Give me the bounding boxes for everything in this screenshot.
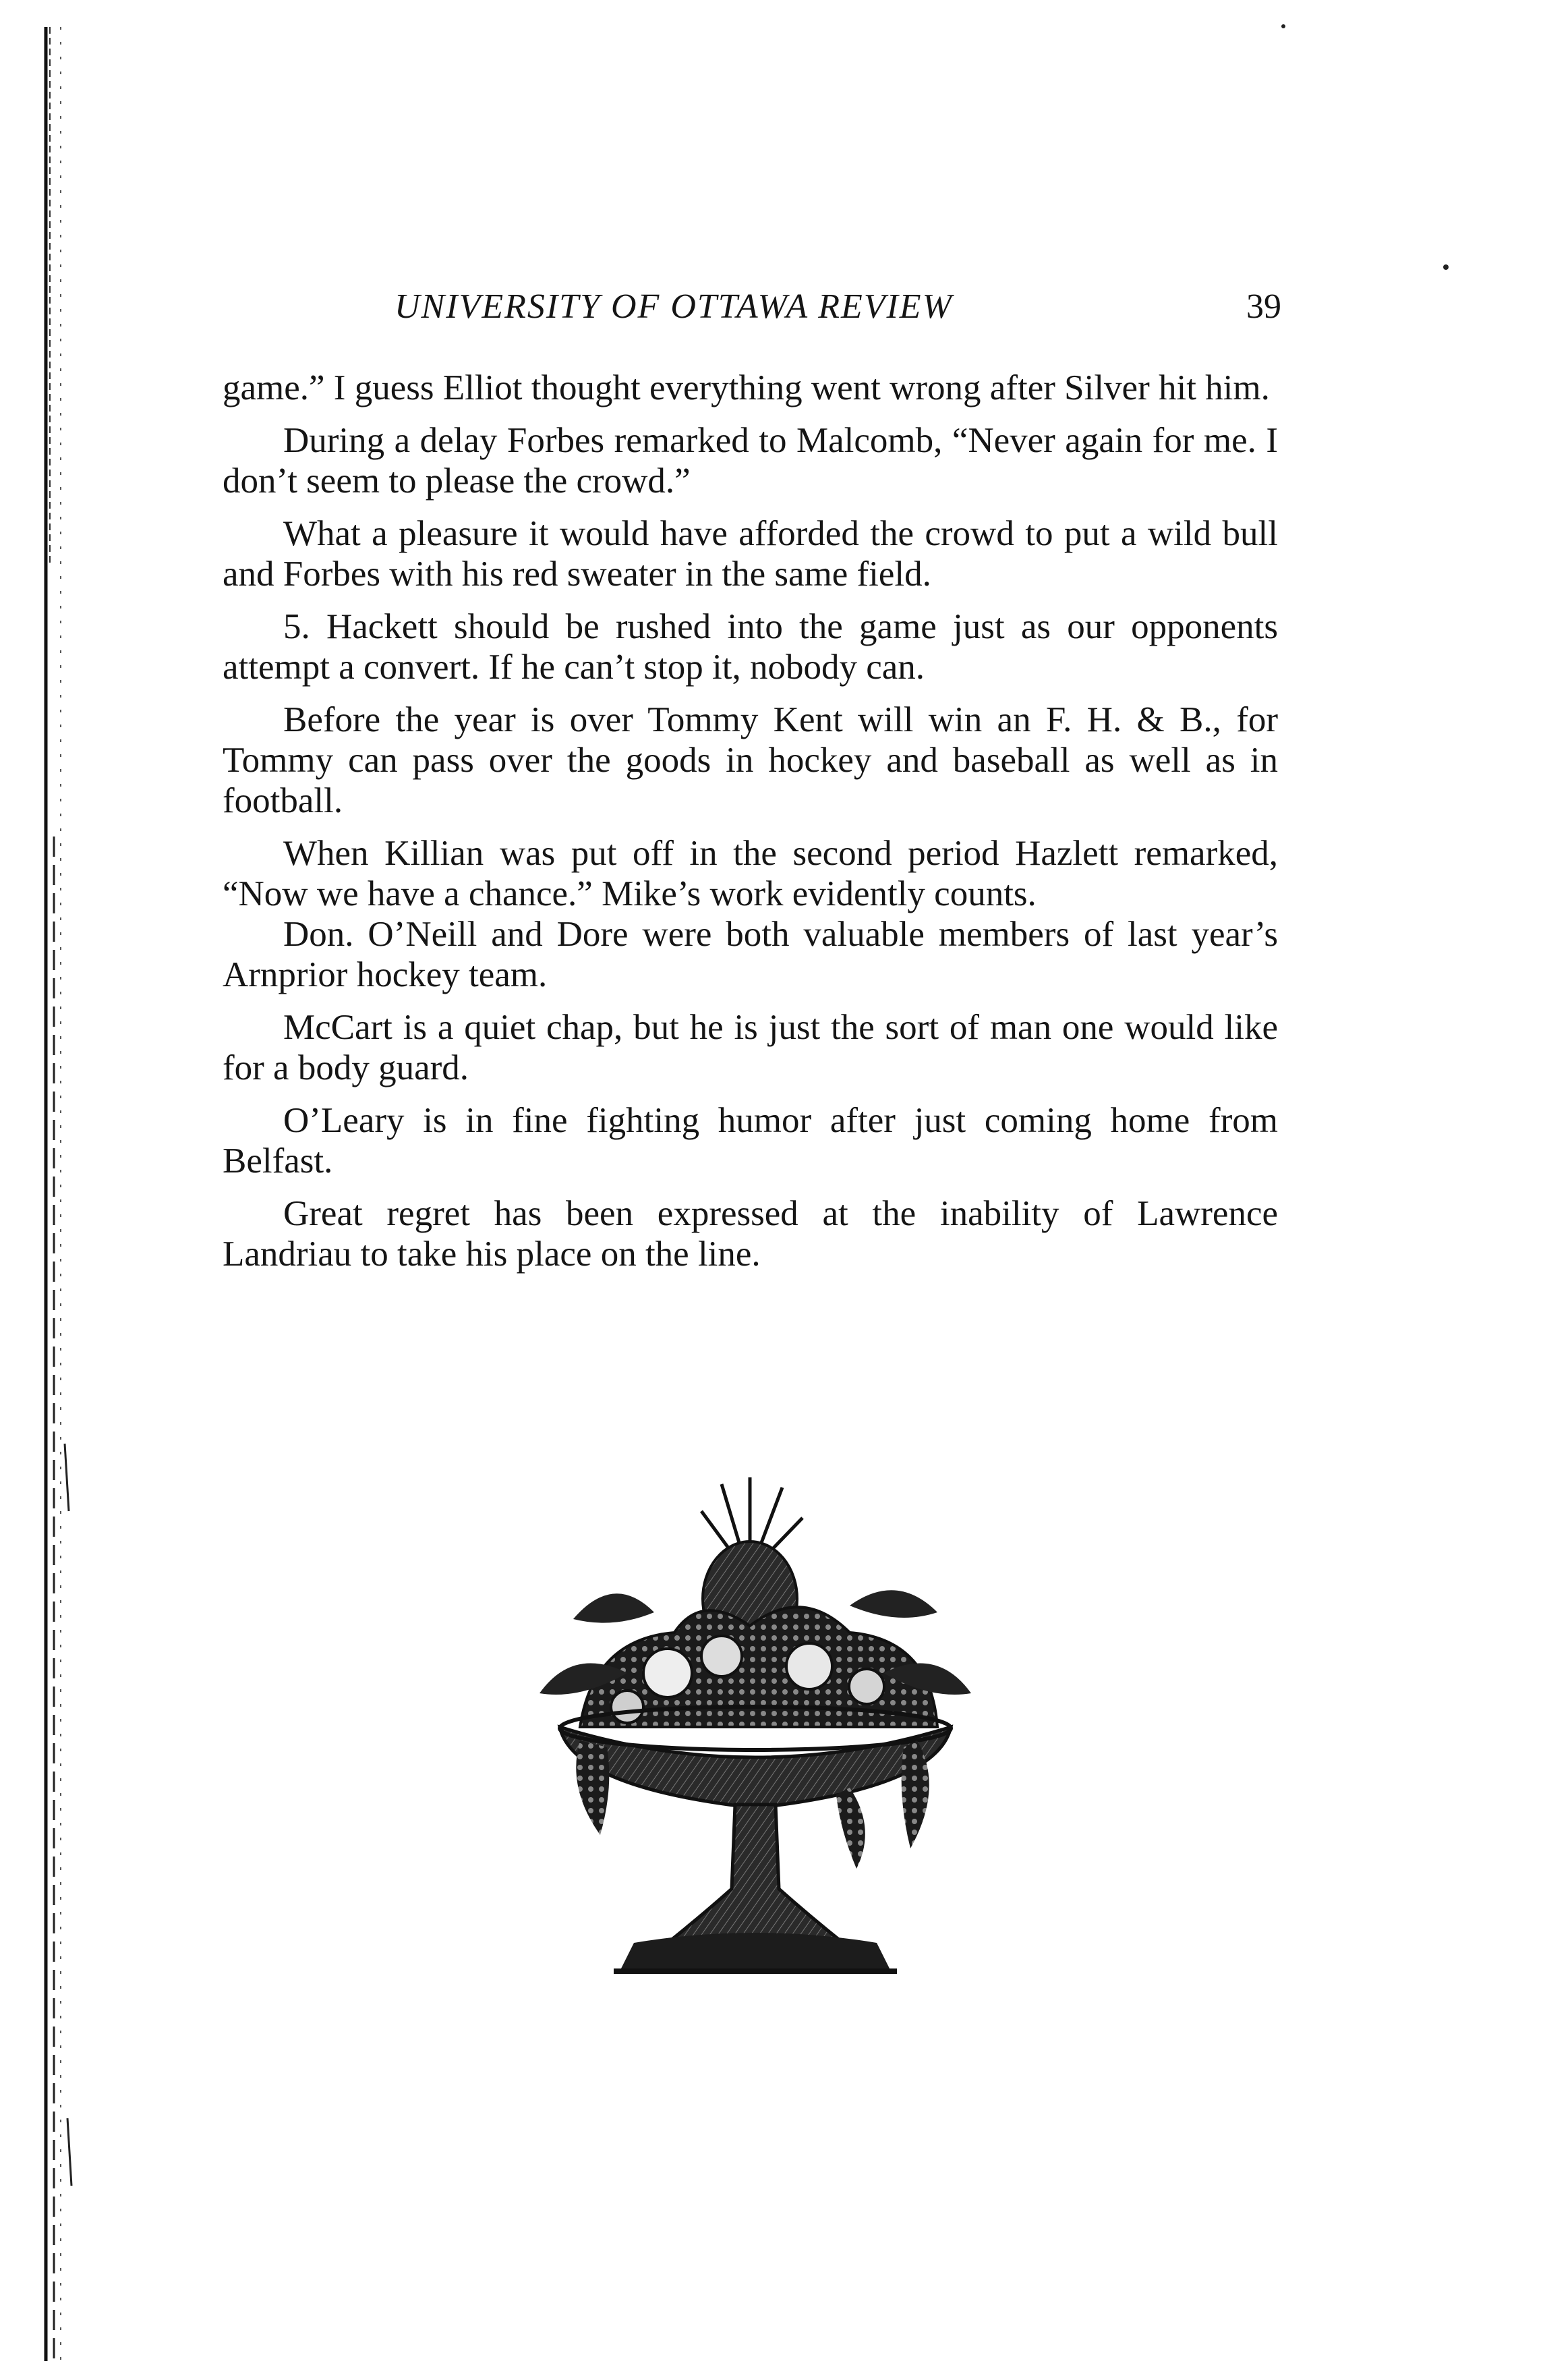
page-header xyxy=(223,280,1302,341)
fruit-basket-icon xyxy=(499,1471,1012,1983)
paragraph: During a delay Forbes remarked to Malcomb, “Never again for me. I don’t seem to please the crowd.” xyxy=(223,421,1278,501)
scan-dust-mark xyxy=(1281,24,1285,28)
paragraph: Great regret has been expressed at the inability of Lawrence Landriau to take his place on the line. xyxy=(223,1194,1278,1274)
paragraph: game.” I guess Elliot thought everything went wrong after Silver hit him. xyxy=(223,368,1270,407)
paragraph: Don. O’Neill and Dore were both valuable members of last year’s Arnprior hockey team. xyxy=(223,915,1278,994)
article-body xyxy=(223,368,1278,1286)
page-number: 39 xyxy=(1246,287,1281,326)
running-title: UNIVERSITY OF OTTAWA REVIEW xyxy=(395,287,953,326)
paragraph: McCart is a quiet chap, but he is just the sort of man one would like for a body guard. xyxy=(223,1008,1278,1087)
paragraph: O’Leary is in fine fighting humor after just coming home from Belfast. xyxy=(223,1101,1278,1181)
scan-margin-edge xyxy=(40,27,88,2361)
paragraph: When Killian was put off in the second period Hazlett remarked, “Now we have a chance.” Mike’s work evidently counts. xyxy=(223,834,1278,913)
scan-dust-mark xyxy=(1443,264,1449,270)
paragraph: Before the year is over Tommy Kent will win an F. H. & B., for Tommy can pass over the goods in hockey and baseball as well as in football. xyxy=(223,700,1278,820)
paragraph: What a pleasure it would have afforded the crowd to put a wild bull and Forbes with his red sweater in the same field. xyxy=(223,514,1278,594)
paragraph: 5. Hackett should be rushed into the game just as our opponents attempt a convert. If he can’t stop it, nobody can. xyxy=(223,607,1278,687)
